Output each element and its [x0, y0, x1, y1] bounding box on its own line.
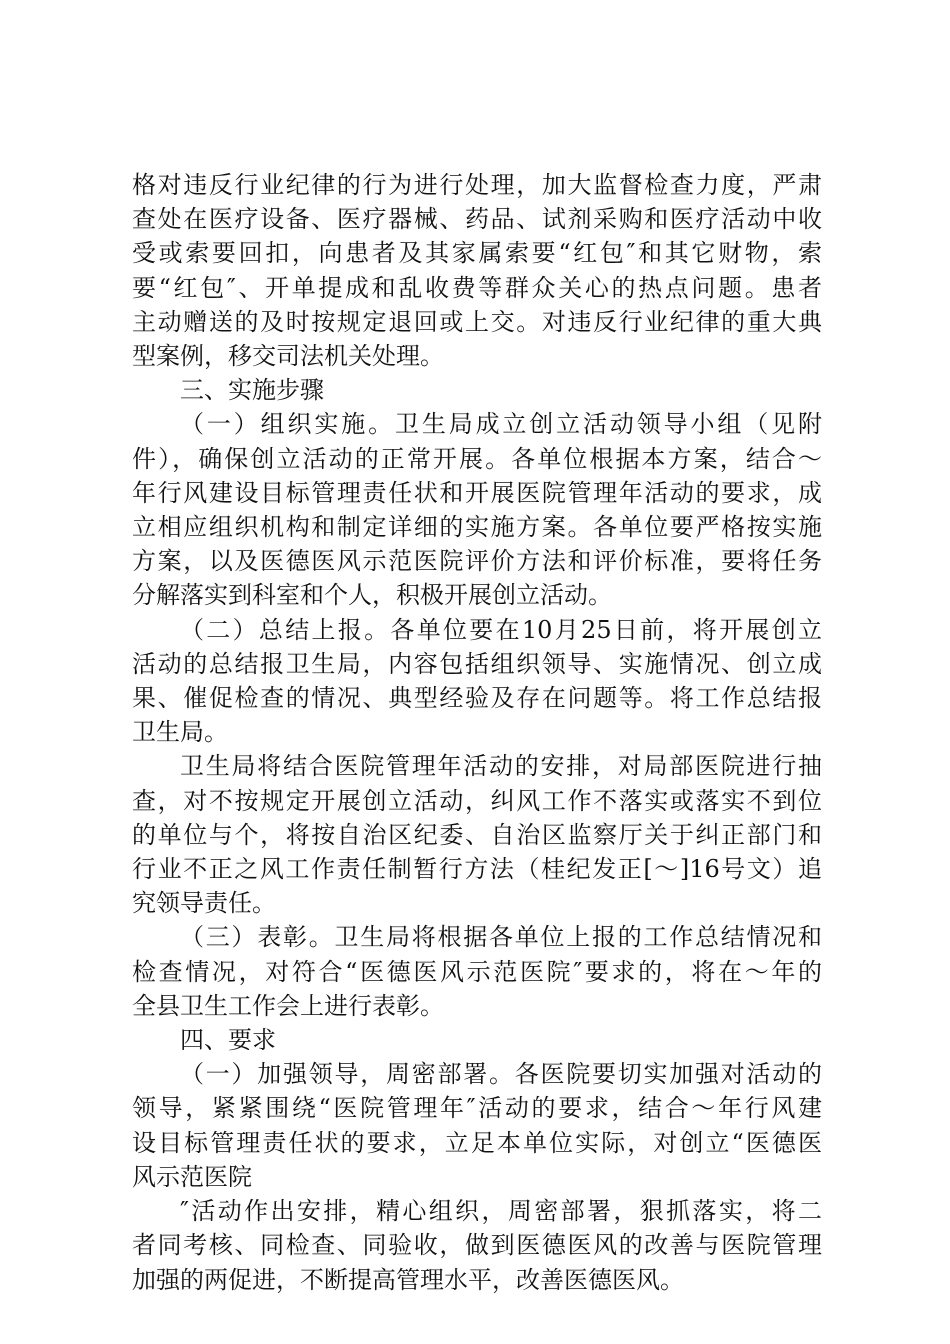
text-line: 检查情况，对符合“医德医风示范医院″要求的，将在～年的 [132, 957, 822, 986]
text-line: 的单位与个，将按自治区纪委、自治区监察厅关于纠正部门和 [132, 820, 822, 849]
text-line: 风示范医院 [132, 1162, 252, 1191]
body-paragraph [132, 749, 822, 920]
body-paragraph [132, 407, 822, 612]
text-line: 主动赠送的及时按规定退回或上交。对违反行业纪律的重大典 [132, 307, 822, 336]
section-heading [132, 373, 822, 407]
document-body [132, 168, 822, 1297]
body-paragraph [132, 1057, 822, 1194]
text-line: 加强的两促进，不断提高管理水平，改善医德医风。 [132, 1265, 684, 1294]
section-heading [132, 1023, 822, 1057]
text-line: 查，对不按规定开展创立活动，纠风工作不落实或落实不到位 [132, 786, 822, 815]
text-line: 件），确保创立活动的正常开展。各单位根据本方案，结合～ [132, 444, 822, 473]
text-line: 领导，紧紧围绕“医院管理年″活动的要求，结合～年行风建 [132, 1094, 822, 1123]
body-paragraph [132, 920, 822, 1023]
text-line: （二）总结上报。各单位要在10月25日前，将开展创立 [180, 615, 822, 644]
body-paragraph [132, 613, 822, 750]
text-line: （一）组织实施。卫生局成立创立活动领导小组（见附 [180, 410, 822, 439]
text-line: 行业不正之风工作责任制暂行方法（桂纪发正[～]16号文）追 [132, 855, 822, 884]
text-line: 设目标管理责任状的要求，立足本单位实际，对创立“医德医 [132, 1128, 822, 1157]
text-line: 究领导责任。 [132, 889, 276, 918]
text-line: 型案例，移交司法机关处理。 [132, 342, 444, 371]
text-line: 查处在医疗设备、医疗器械、药品、试剂采购和医疗活动中收 [132, 205, 822, 234]
text-line: 活动的总结报卫生局，内容包括组织领导、实施情况、创立成 [132, 649, 822, 678]
text-line: 年行风建设目标管理责任状和开展医院管理年活动的要求，成 [132, 478, 822, 507]
text-line: 受或索要回扣，向患者及其家属索要“红包″和其它财物，索 [132, 239, 822, 268]
text-line: ″活动作出安排，精心组织，周密部署，狠抓落实，将二 [180, 1197, 822, 1226]
text-line: 方案，以及医德医风示范医院评价方法和评价标准，要将任务 [132, 547, 822, 576]
text-line: 卫生局将结合医院管理年活动的安排，对局部医院进行抽 [180, 752, 822, 781]
text-line: 者同考核、同检查、同验收，做到医德医风的改善与医院管理 [132, 1231, 822, 1260]
text-line: 果、催促检查的情况、典型经验及存在问题等。将工作总结报 [132, 684, 822, 713]
text-line: 三、实施步骤 [180, 376, 324, 405]
body-paragraph [132, 168, 822, 373]
text-line: 要“红包″、开单提成和乱收费等群众关心的热点问题。患者 [132, 273, 822, 302]
text-line: （一）加强领导，周密部署。各医院要切实加强对活动的 [180, 1060, 822, 1089]
text-line: （三）表彰。卫生局将根据各单位上报的工作总结情况和 [180, 923, 822, 952]
text-line: 格对违反行业纪律的行为进行处理，加大监督检查力度，严肃 [132, 171, 822, 199]
text-line: 四、要求 [180, 1026, 276, 1055]
body-paragraph [132, 1194, 822, 1297]
text-line: 立相应组织机构和制定详细的实施方案。各单位要严格按实施 [132, 513, 822, 542]
text-line: 全县卫生工作会上进行表彰。 [132, 991, 444, 1020]
text-line: 卫生局。 [132, 718, 228, 747]
text-line: 分解落实到科室和个人，积极开展创立活动。 [132, 581, 612, 610]
